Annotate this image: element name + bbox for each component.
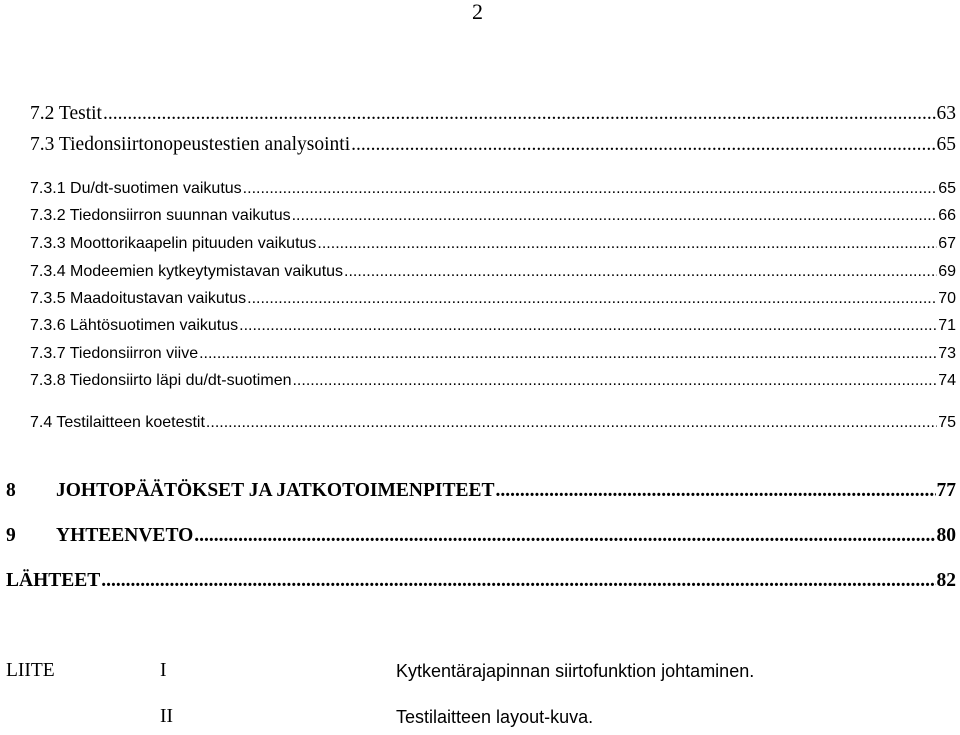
appendix-numeral: II — [160, 706, 173, 727]
toc-entry-chapter-8[interactable] — [6, 479, 956, 503]
appendix-heading: LIITE — [6, 660, 55, 681]
toc-entry-heading — [6, 479, 495, 503]
toc-entry-7-3-3[interactable] — [30, 232, 956, 256]
chapter-number: 9 — [6, 525, 16, 546]
toc-entry-7-3-6[interactable] — [30, 314, 956, 338]
appendix-title[interactable]: Kytkentärajapinnan siirtofunktion johtaminen. — [396, 661, 755, 681]
toc-entry-label: 7.3.7 Tiedonsiirron viive — [30, 345, 199, 362]
toc-entry-references[interactable] — [6, 569, 956, 593]
dot-leader — [206, 411, 937, 435]
appendix-numeral: I — [160, 660, 167, 681]
appendix-title[interactable]: Testilaitteen layout-kuva. — [396, 707, 594, 727]
toc-entry-label: 7.3.6 Lähtösuotimen vaikutus — [30, 317, 239, 334]
toc-entry-7-3[interactable] — [30, 133, 956, 157]
toc-entry-label: 7.3.1 Du/dt-suotimen vaikutus — [30, 180, 242, 197]
toc-entry-page: 67 — [938, 235, 956, 252]
toc-entry-page: 74 — [938, 372, 956, 389]
toc-entry-label: 7.2 Testit — [30, 103, 102, 124]
toc-entry-label: 7.4 Testilaitteen koetestit — [30, 414, 205, 431]
toc-entry-page: 69 — [938, 263, 956, 280]
toc-entry-label: LÄHTEET — [6, 570, 101, 591]
dot-leader — [101, 569, 935, 593]
toc-entry-page: 65 — [938, 180, 956, 197]
chapter-number: 8 — [6, 480, 16, 501]
toc-entry-7-2[interactable] — [30, 102, 956, 126]
toc-entry-page: 63 — [936, 103, 956, 124]
dot-leader — [496, 479, 936, 503]
toc-entry-page: 82 — [936, 570, 956, 591]
toc-entry-7-3-1[interactable] — [30, 177, 956, 201]
toc-entry-7-3-8[interactable] — [30, 369, 956, 393]
toc-entry-page: 80 — [936, 525, 956, 546]
toc-entry-7-4[interactable] — [30, 411, 956, 435]
dot-leader — [239, 314, 937, 338]
toc-entry-label: 7.3.2 Tiedonsiirron suunnan vaikutus — [30, 207, 291, 224]
dot-leader — [351, 133, 935, 157]
toc-entry-label: 7.3.3 Moottorikaapelin pituuden vaikutus — [30, 235, 317, 252]
dot-leader — [344, 260, 937, 284]
toc-entry-heading — [6, 524, 193, 548]
toc-entry-page: 77 — [936, 480, 956, 501]
toc-entry-page: 75 — [938, 414, 956, 431]
toc-entry-page: 73 — [938, 345, 956, 362]
dot-leader — [317, 232, 937, 256]
toc-entry-page: 70 — [938, 290, 956, 307]
toc-entry-label: YHTEENVETO — [56, 525, 194, 546]
toc-entry-7-3-7[interactable] — [30, 342, 956, 366]
toc-entry-label: 7.3.8 Tiedonsiirto läpi du/dt-suotimen — [30, 372, 292, 389]
toc-entry-page: 66 — [938, 207, 956, 224]
toc-entry-label: 7.3 Tiedonsiirtonopeustestien analysointi — [30, 134, 351, 155]
page-number: 2 — [472, 0, 483, 24]
toc-entry-label: 7.3.5 Maadoitustavan vaikutus — [30, 290, 247, 307]
dot-leader — [292, 369, 937, 393]
dot-leader — [243, 177, 938, 201]
toc-entry-page: 65 — [936, 134, 956, 155]
toc-entry-label: JOHTOPÄÄTÖKSET JA JATKOTOIMENPITEET — [56, 480, 495, 501]
dot-leader — [103, 102, 936, 126]
dot-leader — [199, 342, 937, 366]
dot-leader — [194, 524, 935, 548]
toc-entry-label: 7.3.4 Modeemien kytkeytymistavan vaikutus — [30, 263, 344, 280]
toc-entry-page: 71 — [938, 317, 956, 334]
toc-entry-chapter-9[interactable] — [6, 524, 956, 548]
toc-entry-7-3-5[interactable] — [30, 287, 956, 311]
toc-entry-7-3-2[interactable] — [30, 204, 956, 228]
dot-leader — [292, 204, 938, 228]
toc-entry-7-3-4[interactable] — [30, 260, 956, 284]
dot-leader — [247, 287, 937, 311]
